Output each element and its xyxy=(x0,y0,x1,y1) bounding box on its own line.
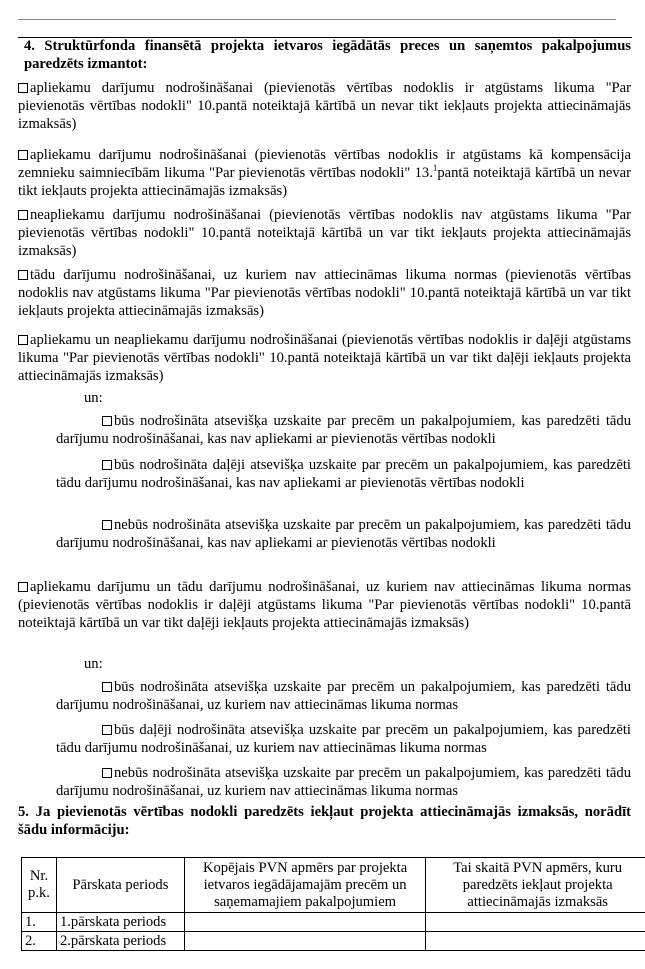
page-top-rule xyxy=(18,19,616,20)
row-1-total-vat[interactable] xyxy=(184,913,426,932)
option-nontaxable xyxy=(18,206,631,260)
row-1-included-vat[interactable] xyxy=(426,913,645,932)
option-compensation-sup: 1 xyxy=(432,163,438,173)
sub-b-option-2 xyxy=(56,721,631,757)
sub-a-option-1-checkbox[interactable] xyxy=(102,416,112,426)
sub-a-option-2-label: būs nodrošināta daļēji atsevišķa uzskaite par precēm un pakalpojumiem, kas paredzēti tādu darījumu nodrošināšanai, kas nav apliekami ar pievienotās vērtības nodokli xyxy=(56,457,631,491)
un-label-a: un: xyxy=(84,390,103,406)
option-taxable-checkbox[interactable] xyxy=(18,83,28,93)
header-period: Pārskata periods xyxy=(56,858,184,913)
option-nontaxable-label: neapliekamu darījumu nodrošināšanai (pievienotās vērtības nodoklis nav atgūstams likuma "Par pievienotās vērtības nodokli" 10.pantā noteiktajā kārtībā un var tikt iekļauts projekta attiecināmajās izmaksās) xyxy=(18,207,631,259)
vat-table-header-row xyxy=(22,858,645,913)
header-nr: Nr. p.k. xyxy=(22,858,57,913)
sub-b-option-2-checkbox[interactable] xyxy=(102,725,112,735)
option-not-applicable-label: tādu darījumu nodrošināšanai, uz kuriem nav attiecināmas likuma normas (pievienotās vērtības nodoklis nav atgūstams likuma "Par pievienotās vērtības nodokli" 10.pantā noteiktajā kārtībā un var tikt iekļauts projekta attiecināmajās izmaksās) xyxy=(18,267,631,319)
option-taxable-and-na-label: apliekamu darījumu un tādu darījumu nodrošināšanai, uz kuriem nav attiecināmas likuma normas (pievienotās vērtības nodoklis ir daļēji atgūstams likuma "Par pievienotās vērtības nodokli" 10.pantā noteiktajā kārtībā un var tikt daļēji iekļauts projekta attiecināmajās izmaksās) xyxy=(18,579,631,631)
row-1-period: 1.pārskata periods xyxy=(56,913,184,932)
sub-b-option-3-checkbox[interactable] xyxy=(102,768,112,778)
option-mixed xyxy=(18,331,631,385)
sub-a-option-2 xyxy=(56,456,631,492)
header-included-vat: Tai skaitā PVN apmērs, kuru paredzēts iekļaut projekta attiecināmajās izmaksās xyxy=(426,858,645,913)
section-4-heading: 4. Struktūrfonda finansētā projekta ietvaros iegādātās preces un saņemtos pakalpojumus paredzēts izmantot: xyxy=(24,38,631,72)
sub-a-option-3-label: nebūs nodrošināta atsevišķa uzskaite par precēm un pakalpojumiem, kas paredzēti tādu darījumu nodrošināšanai, kas nav apliekami ar pievienotās vērtības nodokli xyxy=(56,517,631,551)
option-compensation-checkbox[interactable] xyxy=(18,150,28,160)
option-not-applicable-checkbox[interactable] xyxy=(18,270,28,280)
option-mixed-label: apliekamu un neapliekamu darījumu nodrošināšanai (pievienotās vērtības nodoklis ir daļēji atgūstams likuma "Par pievienotās vērtības nodokli" 10.pantā noteiktajā kārtībā un var tikt daļēji iekļauts projekta attiecināmajās izmaksās) xyxy=(18,332,631,384)
option-taxable-and-na xyxy=(18,578,631,632)
header-total-vat: Kopējais PVN apmērs par projekta ietvaros iegādājamajām precēm un saņemamajiem pakalpojumiem xyxy=(184,858,426,913)
sub-a-option-1-label: būs nodrošināta atsevišķa uzskaite par precēm un pakalpojumiem, kas paredzēti tādu darījumu nodrošināšanai, kas nav apliekami ar pievienotās vērtības nodokli xyxy=(56,413,631,447)
option-not-applicable xyxy=(18,266,631,320)
table-row xyxy=(22,913,645,932)
section-5-heading: 5. Ja pievienotās vērtības nodokli paredzēts iekļaut projekta attiecināmajās izmaksās, norādīt šādu informāciju: xyxy=(18,804,631,838)
option-compensation xyxy=(18,146,631,200)
sub-b-option-3-label: nebūs nodrošināta atsevišķa uzskaite par precēm un pakalpojumiem, kas paredzēti tādu darījumu nodrošināšanai, uz kuriem nav attiecināmas likuma normas xyxy=(56,765,631,799)
row-2-included-vat[interactable] xyxy=(426,932,645,951)
option-mixed-checkbox[interactable] xyxy=(18,335,28,345)
option-taxable-label: apliekamu darījumu nodrošināšanai (pievienotās vērtības nodoklis ir atgūstams likuma "Par pievienotās vērtības nodokli" 10.pantā noteiktajā kārtībā un nevar tikt iekļauts projekta attiecināmajās izmaksās) xyxy=(18,80,631,132)
sub-a-option-3-checkbox[interactable] xyxy=(102,520,112,530)
row-1-nr: 1. xyxy=(22,913,57,932)
sub-a-option-2-checkbox[interactable] xyxy=(102,460,112,470)
vat-table xyxy=(21,857,645,951)
table-row xyxy=(22,932,645,951)
option-compensation-label-b: pantā noteiktajā kārtībā un nevar tikt iekļauts projekta attiecināmajās izmaksās) xyxy=(18,165,631,199)
option-taxable-and-na-checkbox[interactable] xyxy=(18,582,28,592)
sub-b-option-1 xyxy=(56,678,631,714)
row-2-period: 2.pārskata periods xyxy=(56,932,184,951)
option-compensation-label-a: apliekamu darījumu nodrošināšanai (pievienotās vērtības nodoklis ir atgūstams kā kompensācija zemnieku saimniecībām likuma "Par pievienotās vērtības nodokli" 13. xyxy=(18,147,631,181)
un-label-b: un: xyxy=(84,656,103,672)
sub-b-option-1-label: būs nodrošināta atsevišķa uzskaite par precēm un pakalpojumiem, kas paredzēti tādu darījumu nodrošināšanai, uz kuriem nav attiecināmas likuma normas xyxy=(56,679,631,713)
option-nontaxable-checkbox[interactable] xyxy=(18,210,28,220)
row-2-total-vat[interactable] xyxy=(184,932,426,951)
sub-a-option-3 xyxy=(56,516,631,552)
sub-b-option-1-checkbox[interactable] xyxy=(102,682,112,692)
sub-b-option-3 xyxy=(56,764,631,800)
row-2-nr: 2. xyxy=(22,932,57,951)
option-taxable xyxy=(18,79,631,133)
sub-b-option-2-label: būs daļēji nodrošināta atsevišķa uzskaite par precēm un pakalpojumiem, kas paredzēti tādu darījumu nodrošināšanai, uz kuriem nav attiecināmas likuma normas xyxy=(56,722,631,756)
sub-a-option-1 xyxy=(56,412,631,448)
